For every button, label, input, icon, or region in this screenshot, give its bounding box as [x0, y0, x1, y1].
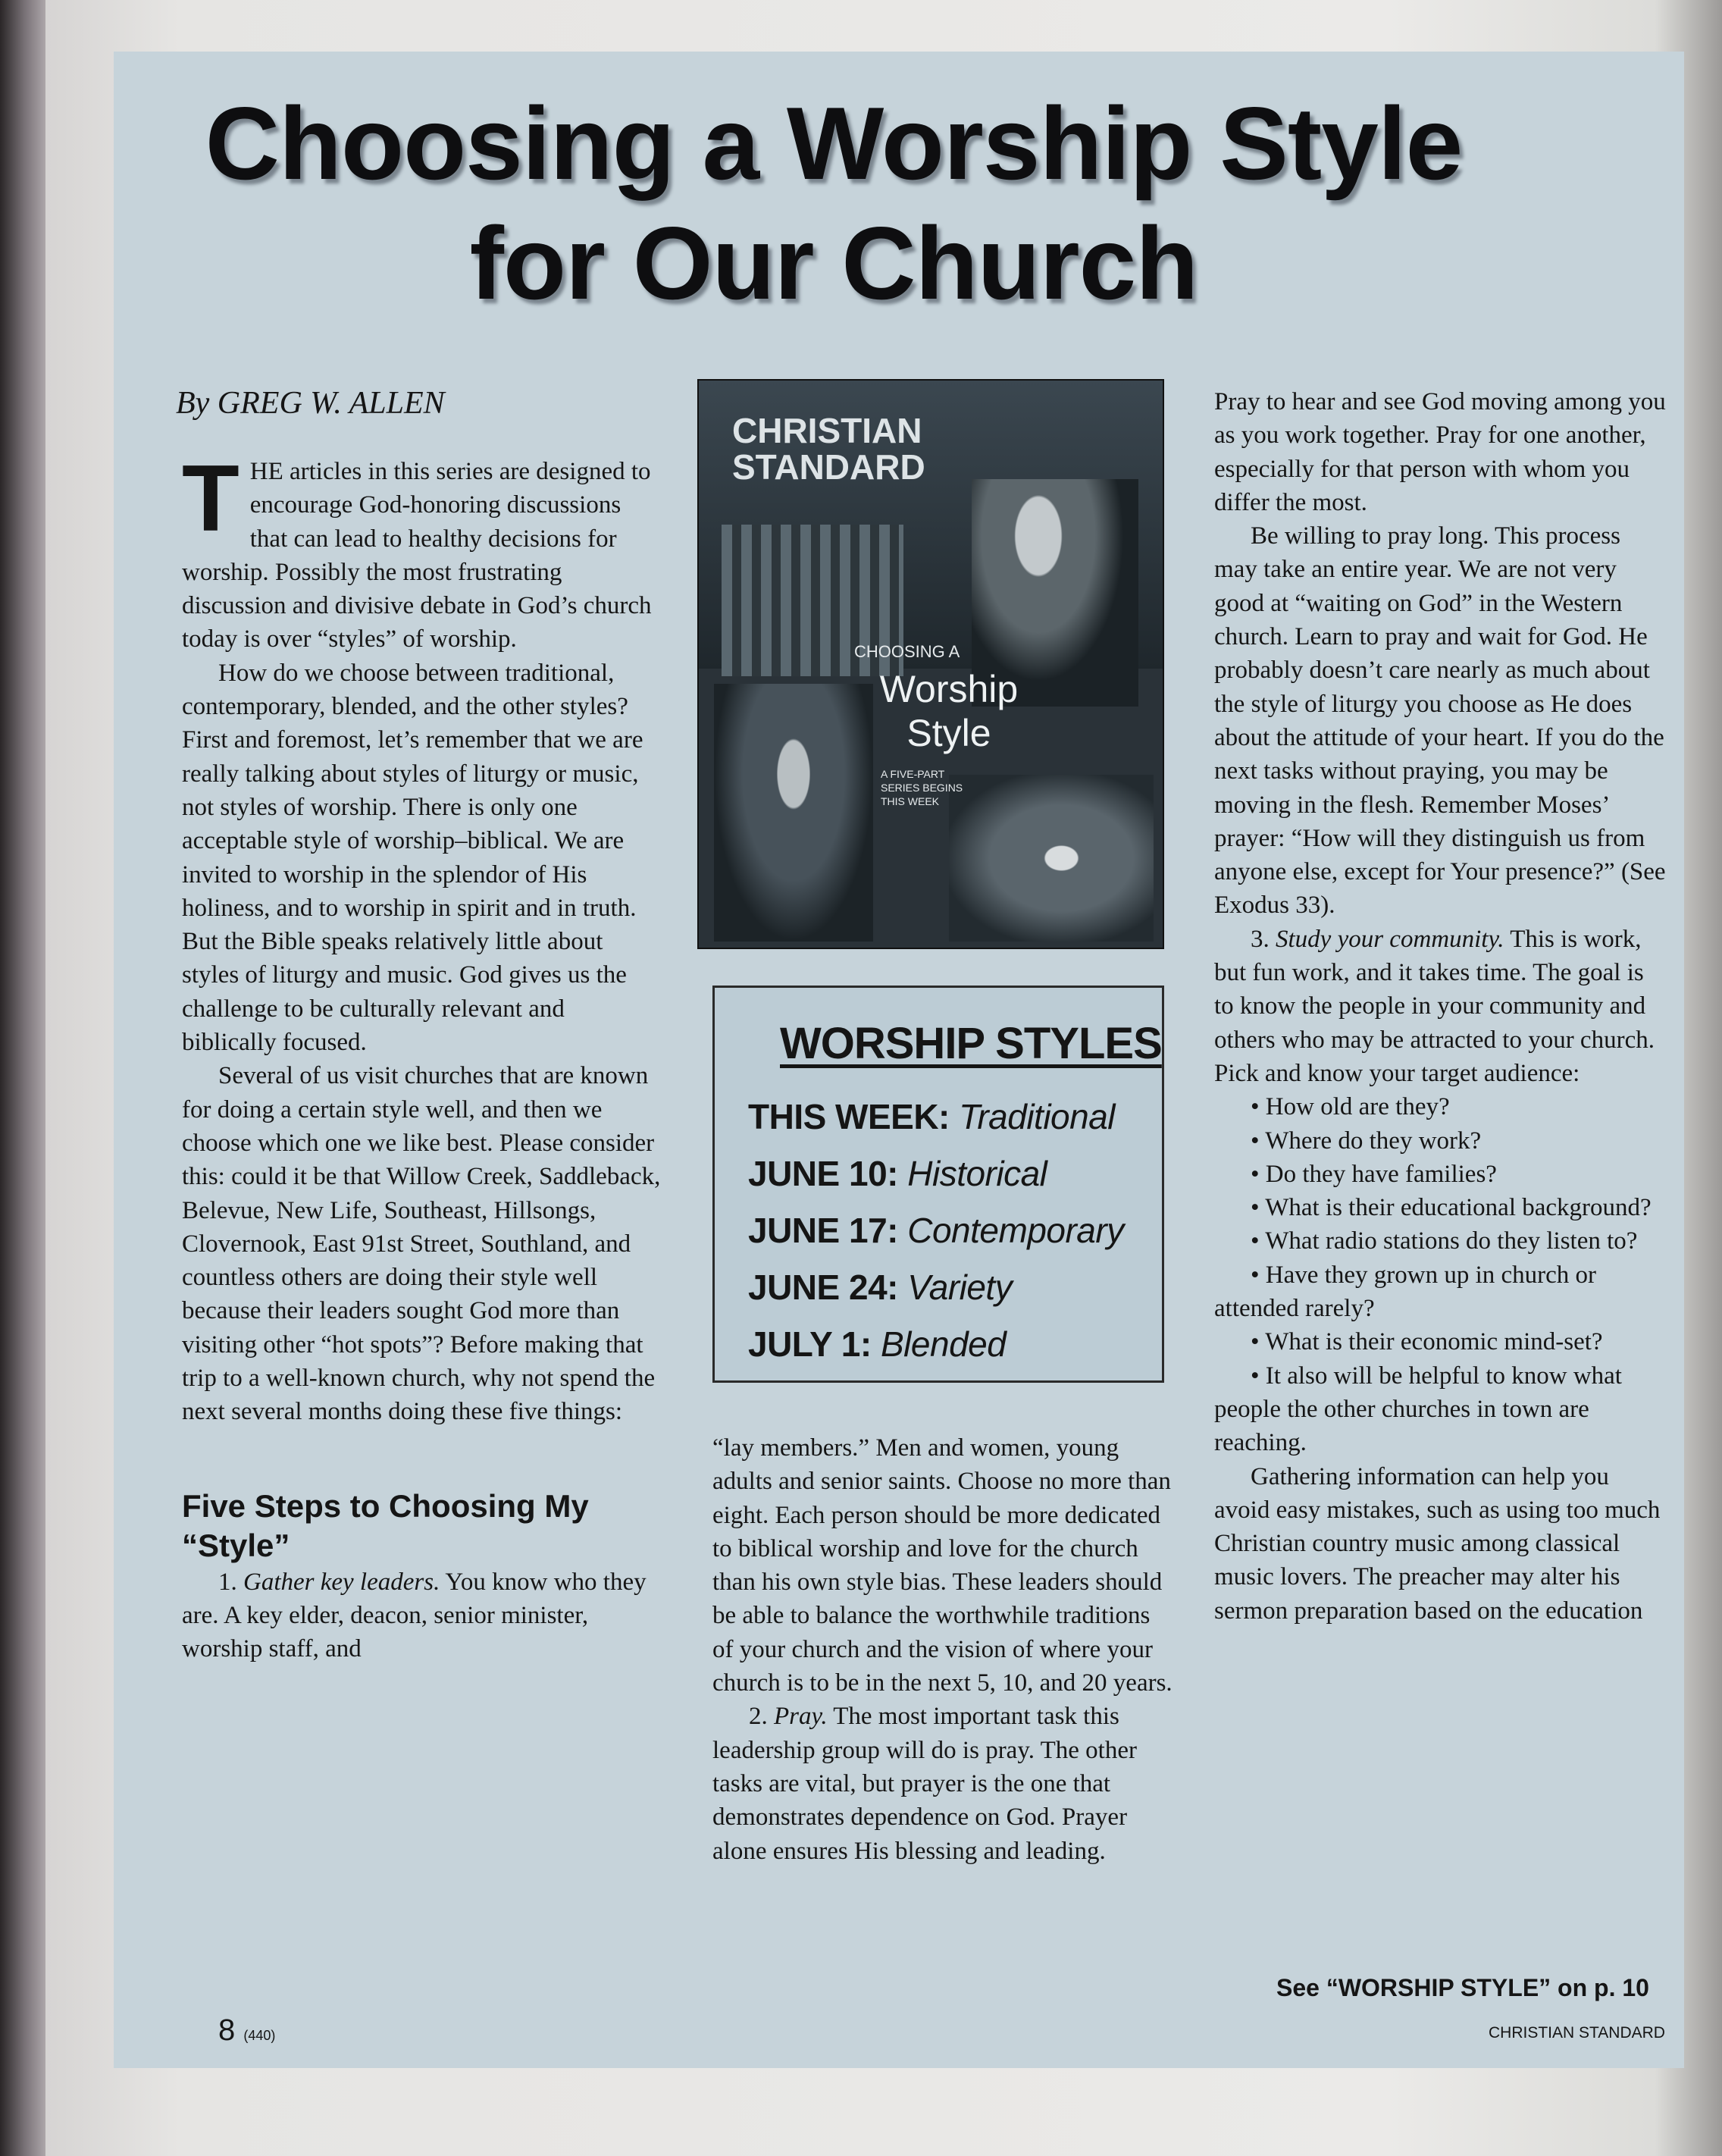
magazine-cover-image [697, 379, 1164, 949]
column-1 [182, 447, 664, 1666]
audience-question: • Where do they work? [1251, 1127, 1482, 1155]
step-2-number: 2. [749, 1703, 768, 1731]
audience-question: • It also will be helpful to know what people the other churches in town are reaching. [1214, 1362, 1622, 1457]
schedule-row [748, 1202, 1162, 1259]
intro-text: HE articles in this series are designed to encourage God-honoring discussions that can lead to healthy decisions for worship. Possibly the most frustrating discussion and divisive debate in God’s church today is over “styles” of worship. [182, 458, 652, 653]
page-number-value: 8 [218, 2013, 236, 2047]
title-line-2: for Our Church [469, 205, 1198, 321]
paragraph-styles-question: How do we choose between traditional, contemporary, blended, and the other styles? First and foremost, let’s remember that we are really talking about styles of liturgy or music, not styles of worship. There is only one acceptable style of worship–biblical. We are invited to worship in the splendor of His holiness, and to worship in spirit and in truth. But the Bible speaks relatively little about styles of liturgy and music. God gives us the challenge to be culturally relevant and biblically focused. [182, 659, 643, 1057]
schedule-date: JUNE 10: [748, 1154, 898, 1193]
magazine-footer: CHRISTIAN STANDARD [1489, 2024, 1665, 2042]
step-3-text: This is work, but fun work, and it takes time. The goal is to know the people in your community and others who may be attracted to your church. Pick and know your target audience: [1214, 925, 1655, 1087]
schedule-date: THIS WEEK: [748, 1097, 950, 1136]
subhead-five-steps: Five Steps to Choosing My “Style” [182, 1487, 589, 1563]
schedule-row [748, 1259, 1162, 1316]
page-sequence: (440) [243, 2028, 276, 2043]
paragraph-visit-churches: Several of us visit churches that are known for doing a certain style well, and then we choose which one we like best. Please consider this: could it be that Willow Creek, Saddleback, Belevue, New Life, Southeast, Hillsongs, Clovernook, East 91st Street, Southland, and countless others are doing their style well because their leaders sought God more than visiting other “hot spots”? Before making that trip to a well-known church, why not spend the next several months doing these five things: [182, 1062, 661, 1426]
cover-worshipper-photo [949, 775, 1154, 942]
schedule-date: JULY 1: [748, 1324, 872, 1364]
step-2-title: Pray. [774, 1703, 828, 1731]
cover-kicker: CHOOSING A [854, 642, 960, 661]
schedule-style: Variety [907, 1268, 1013, 1307]
schedule-style: Contemporary [907, 1211, 1124, 1250]
byline: By GREG W. ALLEN [176, 386, 445, 421]
audience-question: • What radio stations do they listen to? [1251, 1227, 1638, 1255]
schedule-style: Historical [907, 1154, 1047, 1193]
schedule-row [748, 1089, 1162, 1145]
step-1-paragraph [182, 1565, 664, 1666]
audience-question: • How old are they? [1251, 1093, 1450, 1121]
pray-paragraph: Pray to hear and see God moving among you as you work together. Pray for one another, especially for that person with whom you differ the most. [1214, 388, 1666, 516]
title-line-1: Choosing a Worship Style [205, 86, 1463, 201]
cover-title [858, 667, 1040, 755]
cover-masthead-line-2: STANDARD [732, 447, 925, 487]
schedule-date: JUNE 24: [748, 1268, 898, 1307]
audience-question: • Have they grown up in church or attended rarely? [1214, 1261, 1597, 1323]
continued-on-page-note: See “WORSHIP STYLE” on p. 10 [1276, 1974, 1649, 2001]
step-1-title: Gather key leaders. [243, 1568, 440, 1596]
column-3 [1214, 385, 1669, 1628]
drop-cap: T [182, 447, 240, 551]
schedule-date: JUNE 17: [748, 1211, 898, 1250]
audience-question: • What is their economic mind-set? [1251, 1328, 1603, 1356]
worship-styles-box [712, 986, 1164, 1383]
schedule-row [748, 1316, 1162, 1373]
article-title [114, 83, 1554, 323]
gathering-information-paragraph: Gathering information can help you avoid easy mistakes, such as using too much Christian country music among classical music lovers. The preacher may alter his sermon preparation based on the education [1214, 1462, 1661, 1625]
step-3-title: Study your community. [1276, 925, 1504, 953]
step-2-paragraph [712, 1700, 1176, 1867]
schedule-style: Traditional [959, 1097, 1116, 1136]
cover-title-line-1: Worship [879, 668, 1019, 710]
cover-series-note: A FIVE-PART SERIES BEGINS THIS WEEK [881, 768, 963, 807]
step-3-paragraph [1214, 923, 1669, 1090]
column-2 [712, 1431, 1176, 1868]
cover-singer-photo [714, 684, 873, 942]
step-1-number: 1. [218, 1568, 237, 1596]
cover-title-line-2: Style [906, 712, 991, 754]
schedule-row [748, 1145, 1162, 1202]
audience-question: • What is their educational background? [1251, 1194, 1652, 1222]
step-1-text: You know who they are. A key elder, deacon, senior minister, worship staff, and [182, 1568, 647, 1663]
cover-masthead [732, 412, 925, 485]
schedule-style: Blended [881, 1324, 1007, 1364]
worship-styles-heading: WORSHIP STYLES [780, 1019, 1162, 1068]
continued-leaders-paragraph: “lay members.” Men and women, young adults and senior saints. Choose no more than eight. Each person should be more dedicated to biblical worship and love for the church than his own style bias. These leaders should be able to balance the worthwhile traditions of your church and the vision of where your church is to be in the next 5, 10, and 20 years. [712, 1434, 1173, 1697]
step-3-number: 3. [1251, 925, 1270, 953]
pray-long-paragraph: Be willing to pray long. This process may take an entire year. We are not very good at “waiting on God” in the Western church. Learn to pray and wait for God. He probably doesn’t care nearly as much about the style of liturgy you choose as He does about the attitude of your heart. If you do the next tasks without praying, you may be moving in the flesh. Remember Moses’ prayer: “How will they distinguish us from anyone else, except for Your presence?” (See Exodus 33). [1214, 522, 1666, 920]
step-2-text: The most important task this leadership group will do is pray. The other tasks are vital, but prayer is the one that demonstrates dependence on God. Prayer alone ensures His blessing and leading. [712, 1703, 1137, 1865]
audience-question: • Do they have families? [1251, 1160, 1497, 1188]
page-number [218, 2013, 275, 2048]
intro-paragraph [182, 447, 664, 657]
cover-masthead-line-1: CHRISTIAN [732, 411, 922, 450]
